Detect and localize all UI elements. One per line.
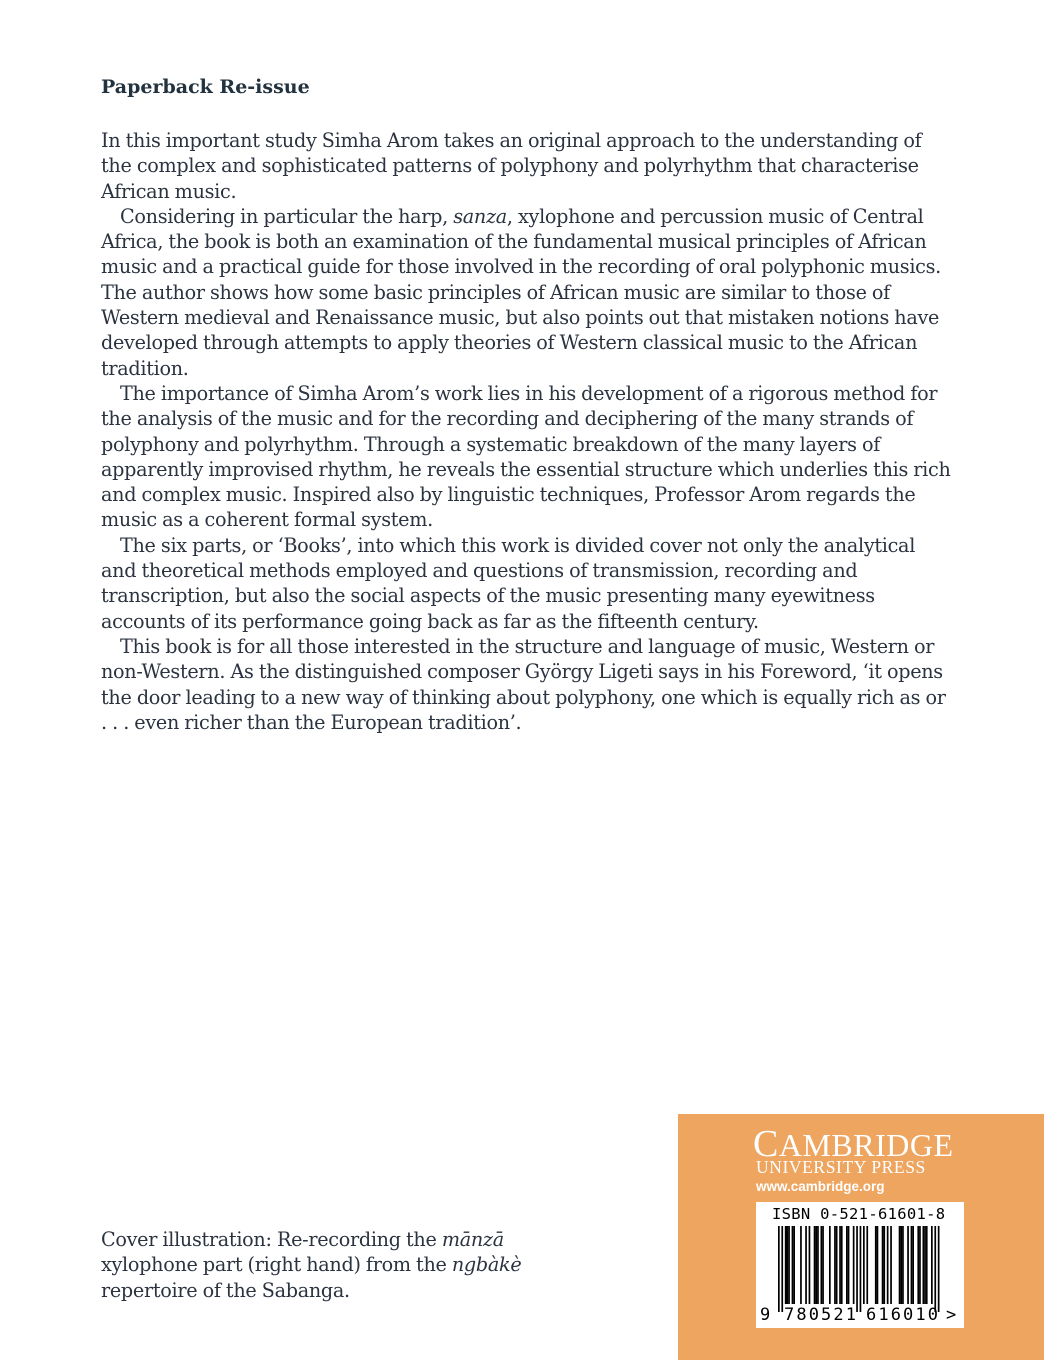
barcode-bar [900, 1226, 902, 1304]
blurb-text [101, 128, 951, 735]
blurb-paragraph-text: Considering in particular the harp, sanza, xylophone and percussion music of Central Africa, the book is both an examination of the fundamental musical principles of African music and a practical guide for those involved in the recording of oral polyphonic musics. The author shows how some basic principles of African music are similar to those of Western medieval and Renaissance music, but also points out that mistaken notions have developed through attempts to apply theories of Western classical music to the African tradition. [101, 204, 941, 380]
barcode-bar [926, 1226, 928, 1304]
barcode-bar [781, 1226, 783, 1312]
barcode-bar [902, 1226, 904, 1304]
barcode-bar [834, 1226, 836, 1304]
barcode-bar [829, 1226, 831, 1304]
barcode-first-digit: 9 [760, 1305, 771, 1325]
barcode-bar [882, 1226, 884, 1304]
blurb-paragraph: The importance of Simha Arom’s work lies in his development of a rigorous method for the analysis of the music and for the recording and deciphering of the many strands of polyphony and polyrhythm. Through a systematic breakdown of the many layers of apparently improvised rhythm, he reveals the essential structure which underlies this rich and complex music. Inspired also by linguistic techniques, Professor Arom regards the music as a coherent formal system. [101, 381, 951, 532]
barcode-bar [841, 1226, 843, 1304]
barcode-bar [853, 1226, 855, 1304]
publisher-logo-initial: C [753, 1123, 779, 1165]
barcode-bar [924, 1226, 926, 1304]
barcode-bar [856, 1226, 858, 1312]
barcode-end-mark: > [946, 1305, 957, 1325]
barcode-bar [846, 1226, 848, 1304]
publisher-panel [678, 1114, 1044, 1360]
barcode-bar [800, 1226, 802, 1304]
barcode-bar [778, 1226, 780, 1312]
barcode-bar [887, 1226, 889, 1304]
barcode-bar [917, 1226, 919, 1304]
barcode-bar [866, 1226, 868, 1304]
barcode-bar [839, 1226, 841, 1304]
cover-illustration-caption [101, 1227, 571, 1303]
publisher-url: www.cambridge.org [756, 1179, 885, 1194]
barcode-bar [875, 1226, 877, 1304]
blurb-paragraph: The six parts, or ‘Books’, into which this work is divided cover not only the analytical and theoretical methods employed and questions of transmission, recording and transcription, but also the social aspects of the music presenting many eyewitness accounts of its performance going back as far as the fifteenth century. [101, 533, 916, 633]
barcode-bar [863, 1226, 865, 1304]
barcode-bar [907, 1226, 909, 1304]
publisher-logo-rest: AMBRIDGE [778, 1127, 954, 1163]
barcode-bar [912, 1226, 914, 1304]
barcode-bar [792, 1226, 794, 1304]
caption-text: xylophone part (right hand) from the [101, 1253, 452, 1277]
barcode-bar [805, 1226, 807, 1304]
barcode-bar [923, 1226, 925, 1304]
barcode-bar [934, 1226, 936, 1312]
barcode-bar [848, 1226, 850, 1304]
barcode-bar [877, 1226, 879, 1304]
barcode-left-digits: 780521 [784, 1305, 856, 1325]
barcode-bar [793, 1226, 795, 1304]
barcode-bar [836, 1226, 838, 1304]
back-cover-heading: Paperback Re-issue [101, 76, 310, 98]
blurb-paragraph: In this important study Simha Arom takes an original approach to the understanding of the complex and sophisticated patterns of polyphony and polyrhythm that characterise African music. [101, 129, 922, 203]
caption-text: Cover illustration: Re-recording the [101, 1228, 442, 1251]
barcode-bar [787, 1226, 789, 1304]
barcode-bar [788, 1226, 790, 1304]
caption-text: repertoire of the Sabanga. [101, 1278, 350, 1302]
barcode-bar [899, 1226, 901, 1304]
barcode-bar [821, 1226, 823, 1304]
isbn-label: ISBN 0-521-61601-8 [772, 1205, 946, 1223]
barcode-bar [931, 1226, 933, 1304]
barcode-card [756, 1202, 964, 1328]
barcode-right-digits: 616010 [866, 1305, 938, 1325]
barcode-bar [785, 1226, 787, 1304]
barcode-bar [911, 1226, 913, 1304]
publisher-subtitle: UNIVERSITY PRESS [756, 1157, 926, 1177]
barcode-bar [822, 1226, 824, 1304]
barcode-bar [817, 1226, 819, 1304]
blurb-paragraph: This book is for all those interested in the structure and language of music, Western or non-Western. As the distinguished composer György Ligeti says in his Foreword, ‘it opens the door leading to a new way of thinking about polyphony, one which is equally rich as or . . . even richer than the European tradition’. [101, 634, 946, 734]
barcode-bar [890, 1226, 892, 1304]
barcode-bar [809, 1226, 811, 1304]
blurb-paragraph [101, 204, 951, 381]
barcode-bar [815, 1226, 817, 1304]
barcode-bar [860, 1226, 862, 1312]
barcode-bar [919, 1226, 921, 1304]
caption-term: ngbàkè [451, 1253, 522, 1277]
barcode-bar [938, 1226, 940, 1312]
barcode-bar [814, 1226, 816, 1304]
barcode-bar [883, 1226, 885, 1304]
caption-term: mānzā [441, 1228, 504, 1251]
